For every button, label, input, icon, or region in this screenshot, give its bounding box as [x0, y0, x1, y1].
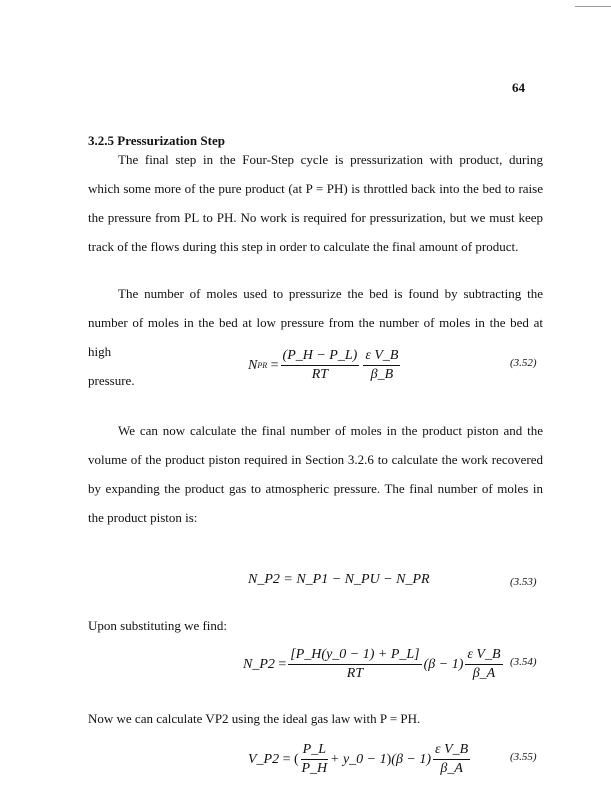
- text-line: which some more of the pure product (at P = PH) is throttled back into the bed to raise: [88, 181, 543, 196]
- equation-number: (3.55): [510, 751, 537, 763]
- text-line: by expanding the product gas to atmospheric pressure. The final number of moles in: [88, 481, 543, 496]
- paragraph-5: Now we can calculate VP2 using the ideal gas law with P = PH.: [88, 711, 421, 726]
- eq-factor: (β − 1): [391, 751, 432, 767]
- equation-number: (3.54): [510, 656, 537, 668]
- text-line: track of the flows during this step in order to calculate the final amount of product.: [88, 239, 519, 254]
- equation-3-52: N PR = $\frac{(P\_H - P\_L)}{RT}$ $\frac{\text{ε V\_B}}{\beta\_B}$: [248, 348, 399, 382]
- equation-number: (3.52): [510, 357, 537, 369]
- eq-lhs: N: [248, 357, 258, 373]
- paragraph-3: [88, 416, 543, 532]
- paragraph-1: [88, 145, 543, 261]
- eq-terms: + y_0 − 1: [330, 751, 387, 767]
- eq-numerator: ε V_B: [465, 647, 502, 665]
- eq-denominator: RT: [311, 367, 329, 382]
- text-line: pressure.: [88, 373, 135, 388]
- eq-numerator: [P_H(y_0 − 1) + P_L]: [288, 647, 421, 665]
- eq-lhs-sub: PR: [257, 361, 268, 370]
- text-line: The final step in the Four-Step cycle is pressurization with product, during: [118, 152, 543, 167]
- text-line: the pressure from PL to PH. No work is required for pressurization, but we must keep: [88, 210, 543, 225]
- text-line: number of moles in the bed at low pressure from the number of moles in the bed at high: [88, 315, 543, 359]
- eq-numerator: P_L: [301, 742, 328, 760]
- equation-3-55: V_P2 = ( $\frac{P\_L}{P\_H}$ + y_0 − 1 ) (β − 1) $\frac{\text{ε V\_B}}{\beta\_A}$: [248, 742, 469, 776]
- eq-denominator: β_A: [440, 761, 463, 776]
- eq-denominator: β_A: [472, 666, 496, 681]
- equation-3-53: N_P2 = N_P1 − N_PU − N_PR: [248, 572, 430, 587]
- eq-lhs: V_P2: [248, 751, 280, 767]
- eq-numerator: (P_H − P_L): [281, 348, 360, 366]
- eq-denominator: RT: [346, 666, 364, 681]
- text-line: volume of the product piston required in Section 3.2.6 to calculate the work recovered: [88, 452, 543, 467]
- eq-denominator: P_H: [301, 761, 328, 776]
- text-line: The number of moles used to pressurize the bed is found by subtracting the: [118, 286, 543, 301]
- eq-factor: (β − 1): [423, 656, 464, 672]
- eq-lhs: N_P2: [243, 656, 275, 672]
- page-number: 64: [512, 80, 525, 95]
- page-edge-line: [575, 6, 611, 7]
- eq-numerator: ε V_B: [363, 348, 400, 366]
- eq-numerator: ε V_B: [433, 742, 470, 760]
- equation-number: (3.53): [510, 576, 537, 588]
- equation-3-54: N_P2 = $\frac{[P\_H(y\_0 - 1) + P\_L]}{RT}$ (β − 1) $\frac{\text{ε V\_B}}{\beta\_A}$: [243, 647, 501, 681]
- text-line: the product piston is:: [88, 510, 198, 525]
- eq-denominator: β_B: [370, 367, 394, 382]
- text-line: We can now calculate the final number of moles in the product piston and the: [118, 423, 543, 438]
- paragraph-4: Upon substituting we find:: [88, 618, 228, 633]
- section-heading: 3.2.5 Pressurization Step: [88, 133, 225, 148]
